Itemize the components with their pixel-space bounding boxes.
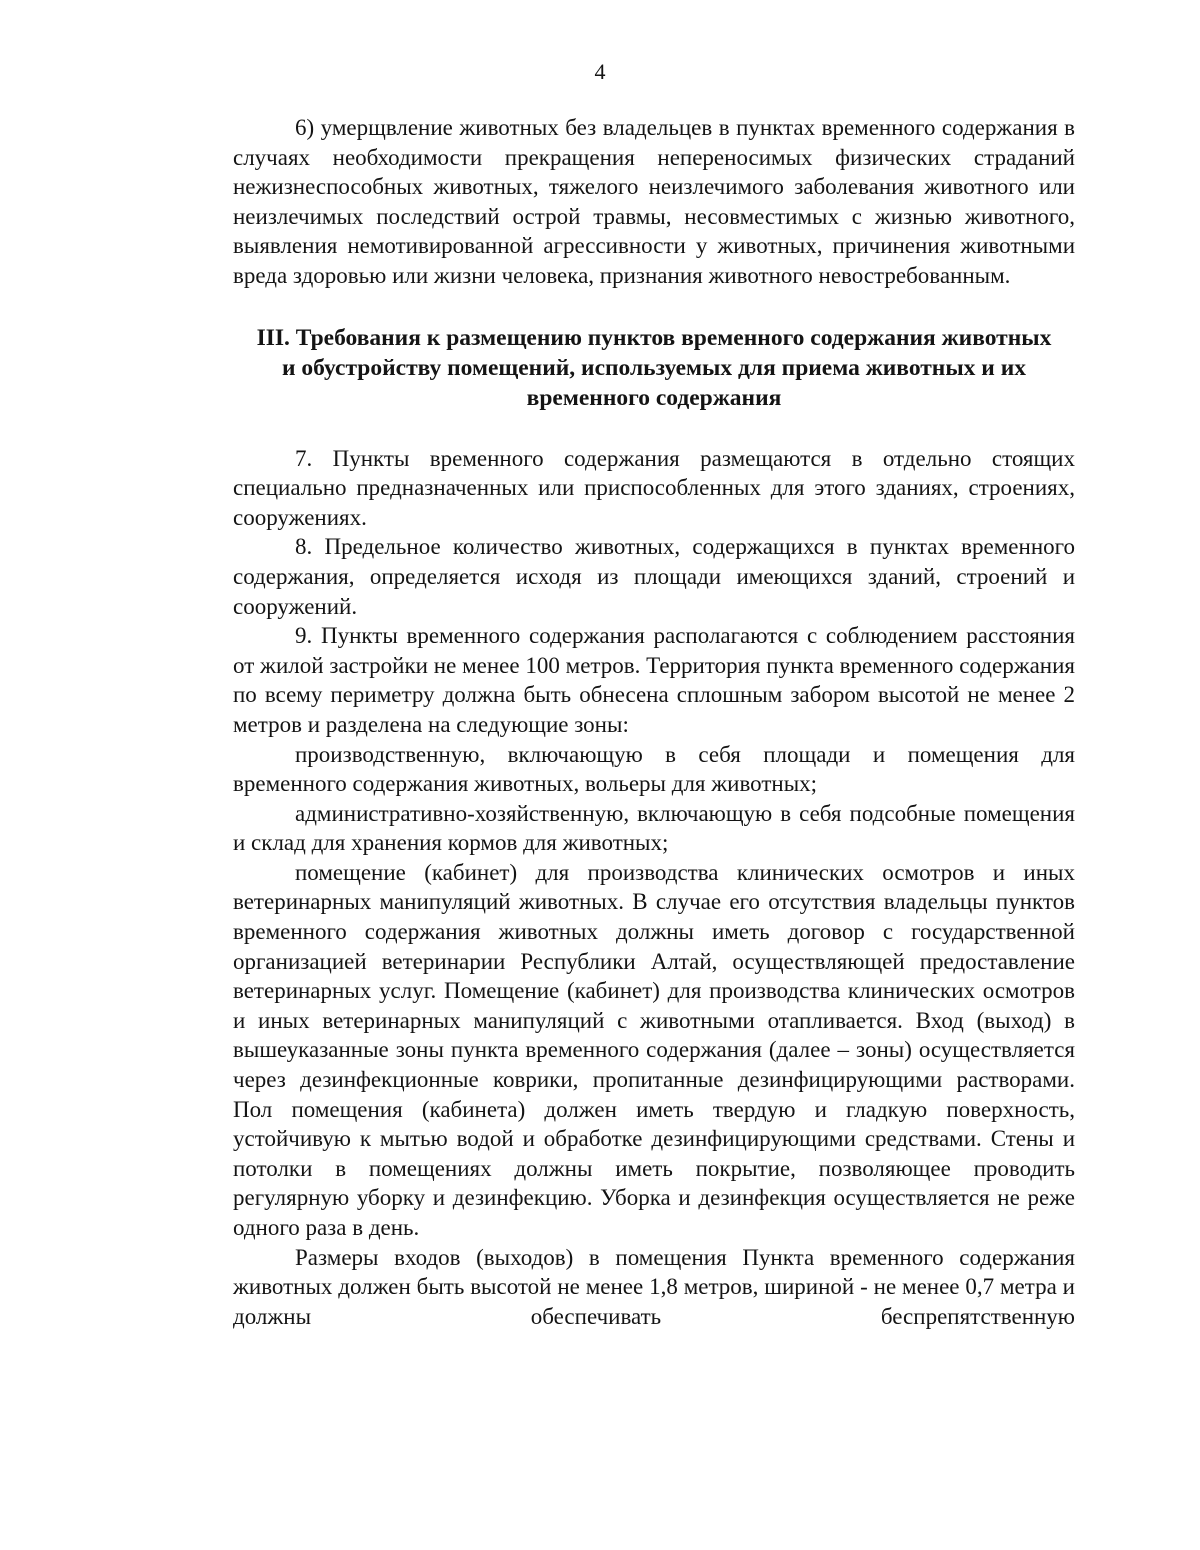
- paragraph-7: 7. Пункты временного содержания размещаются в отдельно стоящих специально предназначенных или приспособленных для этого зданиях, строениях, сооружениях.: [233, 445, 1075, 530]
- paragraph-zone-vet-room: помещение (кабинет) для производства клинических осмотров и иных ветеринарных манипуляций животных. В случае его отсутствия владельцы пунктов временного содержания животных должны иметь договор с государственной организацией ветеринарии Республики Алтай, осуществляющей предоставление ветеринарных услуг. Помещение (кабинет) для производства клинических осмотров и иных ветеринарных манипуляций с животными отапливается. Вход (выход) в вышеуказанные зоны пункта временного содержания (далее – зоны) осуществляется через дезинфекционные коврики, пропитанные дезинфицирующими растворами. Пол помещения (кабинета) должен иметь твердую и гладкую поверхность, устойчивую к мытью водой и обработке дезинфицирующими средствами. Стены и потолки в помещениях должны иметь покрытие, позволяющее проводить регулярную уборку и дезинфекцию. Уборка и дезинфекция осуществляется не реже одного раза в день.: [233, 859, 1075, 1240]
- paragraph-9: 9. Пункты временного содержания располагаются с соблюдением расстояния от жилой застройки не менее 100 метров. Территория пункта временного содержания по всему периметру должна быть обнесена сплошным забором высотой не менее 2 метров и разделена на следующие зоны:: [233, 623, 1075, 737]
- document-body: [233, 113, 1075, 1331]
- paragraph-8: 8. Предельное количество животных, содержащихся в пунктах временного содержания, определяется исходя из площади имеющихся зданий, строений и сооружений.: [233, 534, 1075, 619]
- section-title: III. Требования к размещению пунктов временного содержания животных и обустройству помещений, используемых для приема животных и их временного содержания: [256, 324, 1052, 411]
- page-number: 4: [594, 59, 606, 84]
- paragraph-item-6: 6) умерщвление животных без владельцев в пунктах временного содержания в случаях необходимости прекращения непереносимых физических страданий нежизнеспособных животных, тяжелого неизлечимого заболевания животного или неизлечимых последствий острой травмы, несовместимых с жизнью животного, выявления немотивированной агрессивности у животных, причинения животными вреда здоровью или жизни человека, признания животного невостребованным.: [233, 115, 1075, 288]
- paragraph-zone-administrative: административно-хозяйственную, включающую в себя подсобные помещения и склад для хранения кормов для животных;: [233, 800, 1075, 856]
- paragraph-entrance-sizes: Размеры входов (выходов) в помещения Пункта временного содержания животных должен быть высотой не менее 1,8 метров, шириной - не менее 0,7 метра и должны обеспечивать беспрепятственную: [233, 1244, 1075, 1329]
- paragraph-zone-production: производственную, включающую в себя площади и помещения для временного содержания животных, вольеры для животных;: [233, 741, 1075, 797]
